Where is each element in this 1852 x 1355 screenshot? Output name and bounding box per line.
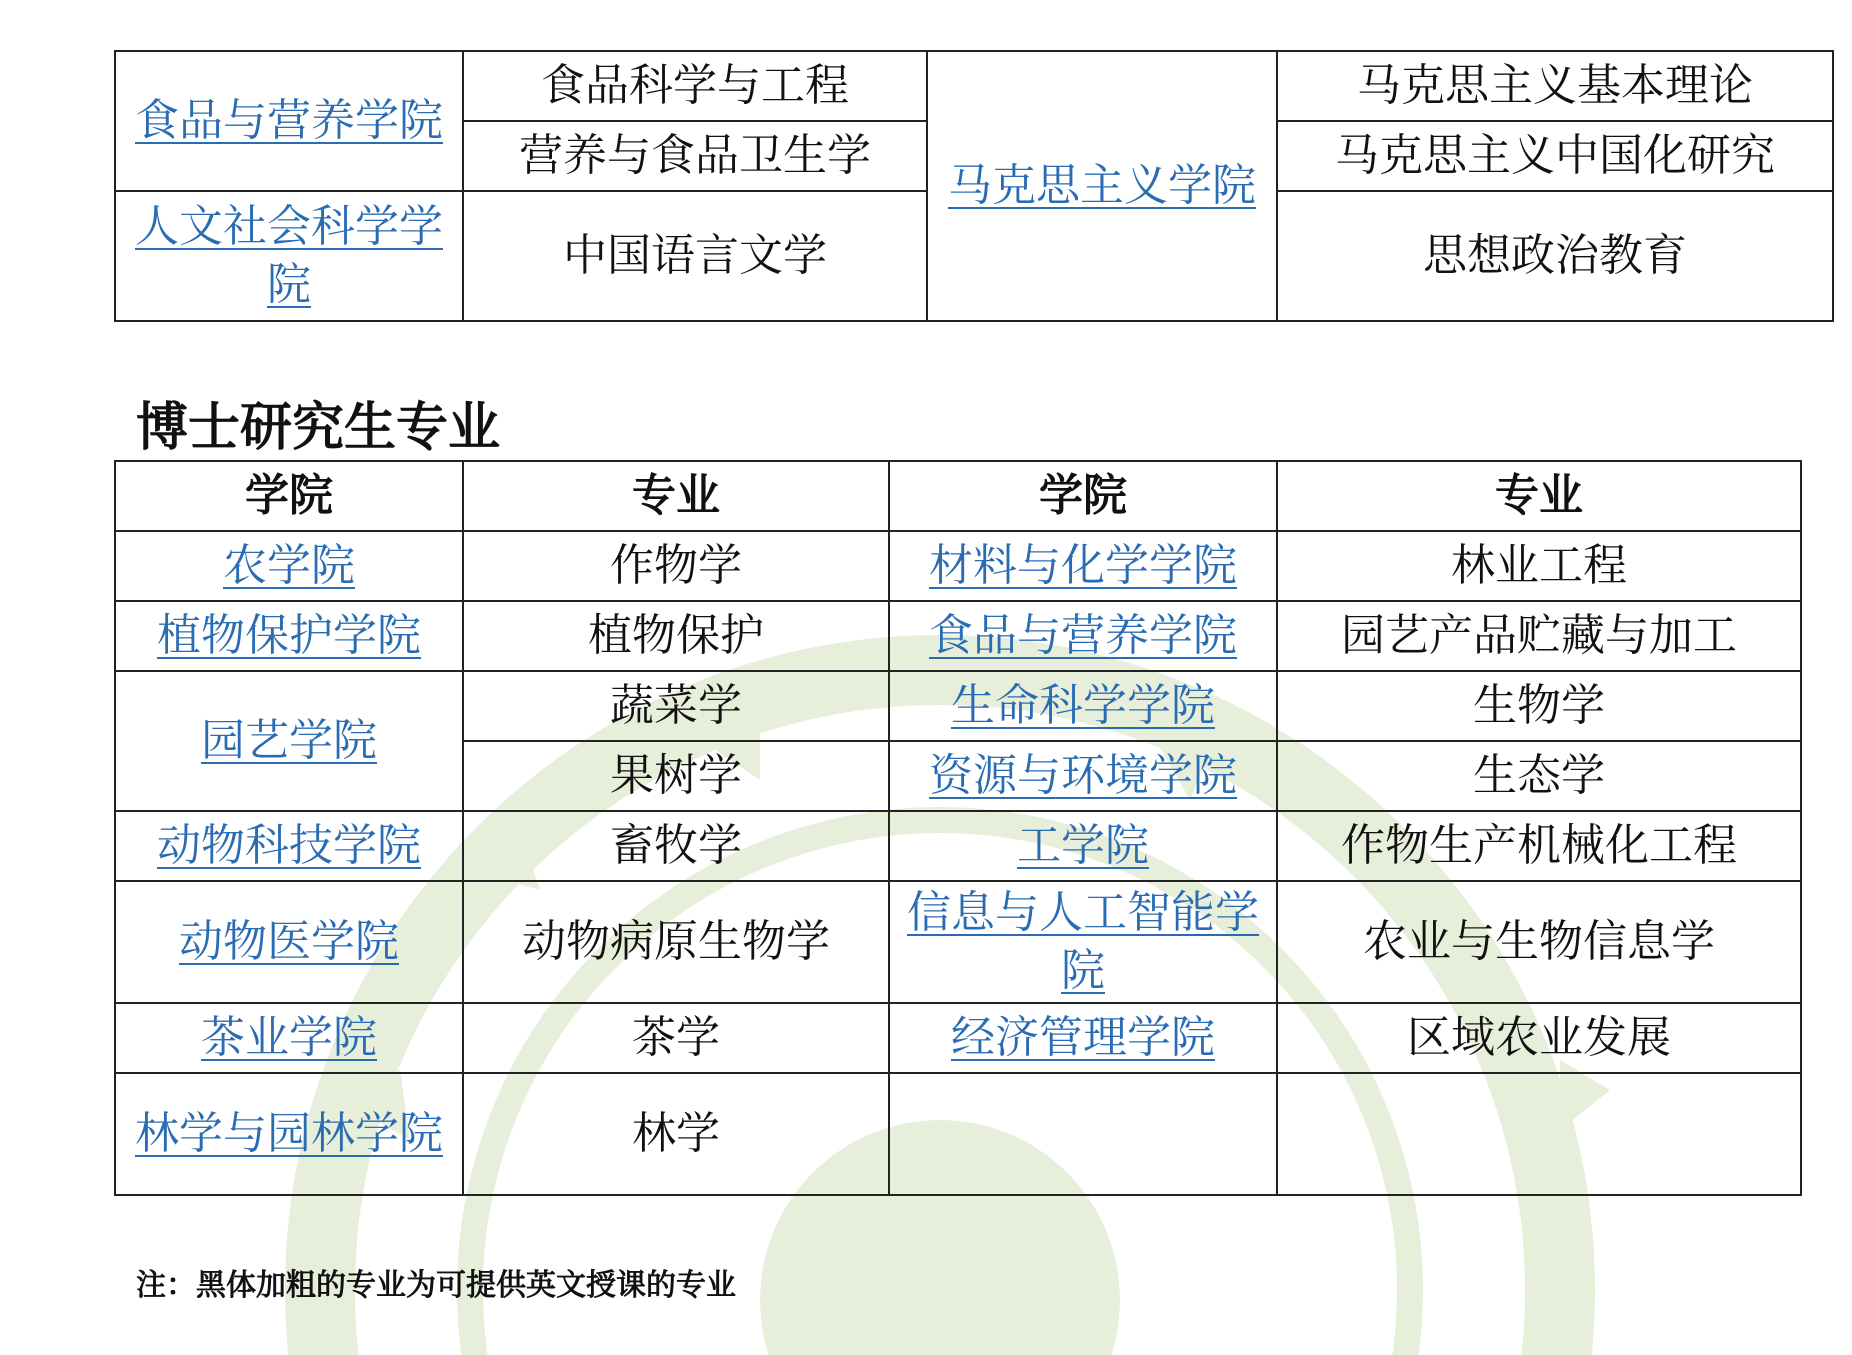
table-row xyxy=(115,1003,1801,1073)
table-row xyxy=(115,1073,1801,1195)
college-link-veterinary-medicine[interactable]: 动物医学院 xyxy=(179,916,399,967)
college-link-tea-science[interactable]: 茶业学院 xyxy=(201,1012,377,1063)
column-header-major: 专业 xyxy=(463,461,889,531)
college-link-materials-chemistry[interactable]: 材料与化学学院 xyxy=(929,540,1237,591)
college-link-forestry-landscape[interactable]: 林学与园林学院 xyxy=(135,1108,443,1159)
major-cell: 动物病原生物学 xyxy=(463,881,889,1003)
major-cell: 林学 xyxy=(463,1073,889,1195)
table-row xyxy=(115,881,1801,1003)
column-header-major: 专业 xyxy=(1277,461,1801,531)
table-header-row xyxy=(115,461,1801,531)
college-link-economics-management[interactable]: 经济管理学院 xyxy=(951,1012,1215,1063)
table-row xyxy=(115,531,1801,601)
major-cell: 营养与食品卫生学 xyxy=(463,121,927,191)
college-link-humanities[interactable]: 人文社会科学学院 xyxy=(135,201,443,310)
college-cell[interactable] xyxy=(927,51,1277,321)
college-link-agronomy[interactable]: 农学院 xyxy=(223,540,355,591)
table-row xyxy=(115,51,1833,121)
empty-cell xyxy=(1277,1073,1801,1195)
table-row xyxy=(115,811,1801,881)
major-cell-english-taught: 果树学 xyxy=(463,741,889,811)
college-link-horticulture[interactable]: 园艺学院 xyxy=(201,715,377,766)
college-cell[interactable] xyxy=(115,51,463,191)
section-title: 博士研究生专业 xyxy=(136,398,501,458)
college-link-food-nutrition[interactable]: 食品与营养学院 xyxy=(929,610,1237,661)
major-cell: 区域农业发展 xyxy=(1277,1003,1801,1073)
column-header-college: 学院 xyxy=(889,461,1277,531)
column-header-college: 学院 xyxy=(115,461,463,531)
footnote: 注：黑体加粗的专业为可提供英文授课的专业 xyxy=(136,1268,736,1303)
major-cell-english-taught: 畜牧学 xyxy=(463,811,889,881)
college-link-animal-science[interactable]: 动物科技学院 xyxy=(157,820,421,871)
major-cell: 食品科学与工程 xyxy=(463,51,927,121)
college-link-resources-environment[interactable]: 资源与环境学院 xyxy=(929,750,1237,801)
college-link-information-ai[interactable]: 信息与人工智能学院 xyxy=(907,887,1259,996)
major-cell-english-taught: 茶学 xyxy=(463,1003,889,1073)
college-link-food-nutrition[interactable]: 食品与营养学院 xyxy=(135,95,443,146)
major-cell: 思想政治教育 xyxy=(1277,191,1833,321)
college-link-plant-protection[interactable]: 植物保护学院 xyxy=(157,610,421,661)
major-cell: 农业与生物信息学 xyxy=(1277,881,1801,1003)
major-cell-english-taught: 蔬菜学 xyxy=(463,671,889,741)
college-link-marxism[interactable]: 马克思主义学院 xyxy=(948,160,1256,211)
college-link-life-sciences[interactable]: 生命科学学院 xyxy=(951,680,1215,731)
major-cell: 生态学 xyxy=(1277,741,1801,811)
major-cell: 作物学 xyxy=(463,531,889,601)
table-row xyxy=(115,671,1801,741)
major-cell: 中国语言文学 xyxy=(463,191,927,321)
college-link-engineering[interactable]: 工学院 xyxy=(1017,820,1149,871)
major-cell-english-taught: 植物保护 xyxy=(463,601,889,671)
major-cell: 马克思主义基本理论 xyxy=(1277,51,1833,121)
empty-cell xyxy=(889,1073,1277,1195)
major-cell: 马克思主义中国化研究 xyxy=(1277,121,1833,191)
doctoral-majors-table xyxy=(114,460,1802,1196)
major-cell: 园艺产品贮藏与加工 xyxy=(1277,601,1801,671)
major-cell: 作物生产机械化工程 xyxy=(1277,811,1801,881)
table-row xyxy=(115,601,1801,671)
college-cell[interactable] xyxy=(115,191,463,321)
major-cell-english-taught: 生物学 xyxy=(1277,671,1801,741)
major-cell: 林业工程 xyxy=(1277,531,1801,601)
master-majors-table-continued xyxy=(114,50,1834,322)
